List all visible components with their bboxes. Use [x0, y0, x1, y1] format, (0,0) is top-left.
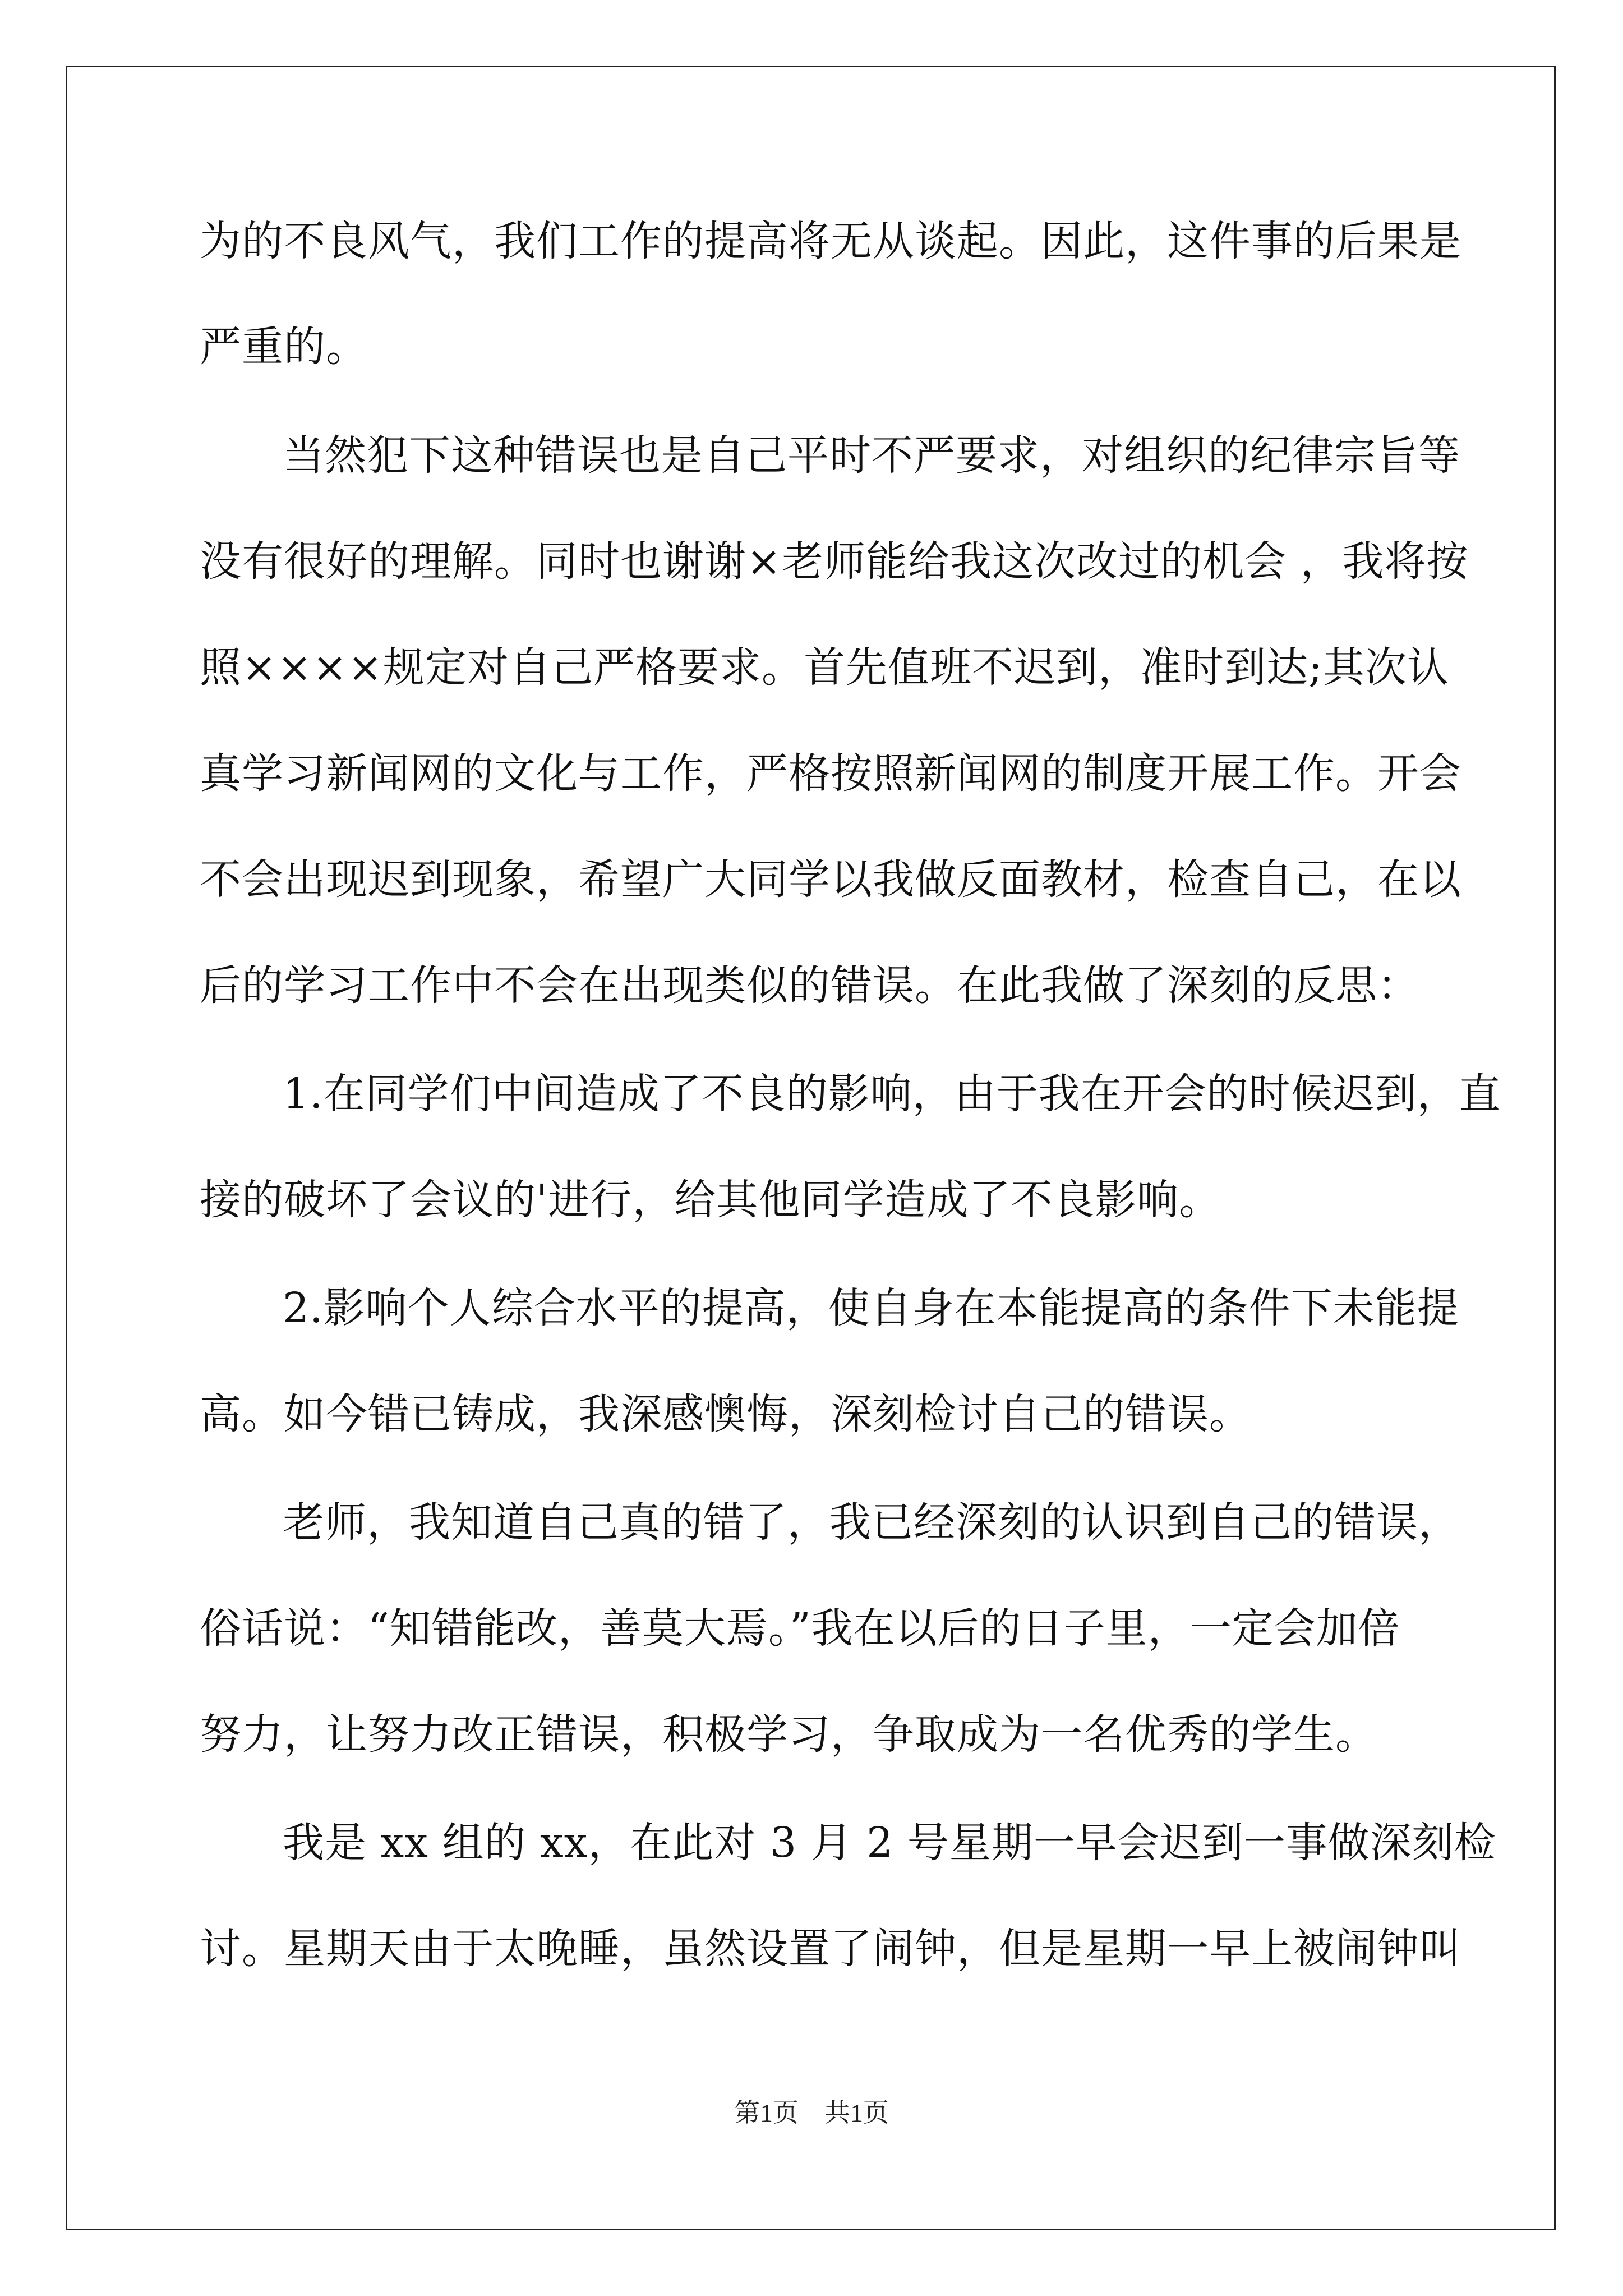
text-line: 2.影响个人综合水平的提高，使自身在本能提高的条件下未能提 — [283, 1284, 1459, 1332]
page-number-footer: 第1页 共1页 — [734, 2099, 889, 2127]
text-line: 严重的。 — [200, 323, 368, 371]
text-line: 真学习新闻网的文化与工作，严格按照新闻网的制度开展工作。开会 — [200, 749, 1461, 798]
text-line: 我是 xx 组的 xx，在此对 3 月 2 号星期一早会迟到一事做深刻检 — [283, 1819, 1496, 1867]
text-line: 1.在同学们中间造成了不良的影响，由于我在开会的时候迟到，直 — [283, 1070, 1501, 1118]
text-line: 不会出现迟到现象，希望广大同学以我做反面教材，检查自己，在以 — [200, 855, 1461, 904]
text-line: 接的破坏了会议的'进行，给其他同学造成了不良影响。 — [200, 1176, 1221, 1224]
text-line: 俗话说：“知错能改，善莫大焉。”我在以后的日子里，一定会加倍 — [200, 1604, 1400, 1653]
text-line: 照××××规定对自己严格要求。首先值班不迟到，准时到达;其次认 — [200, 643, 1449, 692]
text-line: 没有很好的理解。同时也谢谢×老师能给我这次改过的机会 ，我将按 — [200, 537, 1469, 586]
text-line: 讨。星期天由于太晚睡，虽然设置了闹钟，但是星期一早上被闹钟叫 — [200, 1925, 1461, 1973]
page-border — [66, 66, 1556, 2230]
text-line: 老师，我知道自己真的错了，我已经深刻的认识到自己的错误， — [283, 1498, 1460, 1547]
text-line: 高。如今错已铸成，我深感懊悔，深刻检讨自己的错误。 — [200, 1390, 1251, 1438]
text-line: 当然犯下这种错误也是自己平时不严要求，对组织的纪律宗旨等 — [283, 431, 1460, 480]
text-line: 为的不良风气，我们工作的提高将无从谈起。因此，这件事的后果是 — [200, 217, 1461, 265]
text-line: 努力，让努力改正错误，积极学习，争取成为一名优秀的学生。 — [200, 1710, 1377, 1759]
text-line: 后的学习工作中不会在出现类似的错误。在此我做了深刻的反思： — [200, 961, 1419, 1010]
